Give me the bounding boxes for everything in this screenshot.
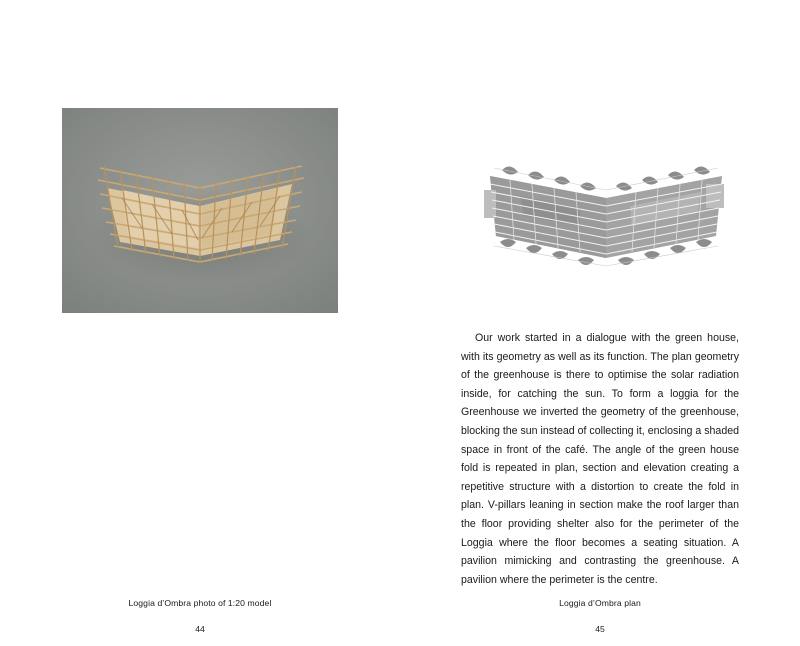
left-page-number: 44 <box>195 624 205 634</box>
model-photo <box>62 108 338 313</box>
right-caption: Loggia d’Ombra plan <box>559 598 641 608</box>
right-page <box>400 0 800 646</box>
right-page-number: 45 <box>595 624 605 634</box>
plan-drawing-image <box>480 156 732 272</box>
model-photo-image <box>62 108 338 313</box>
body-text: Our work started in a dialogue with the green house, with its geometry as well as its function. The plan geometry of the greenhouse is there to optimise the solar radiation inside, for catching the sun. To form a loggia for the Greenhouse we inverted the geometry of the greenhouse, blocking the sun instead of collecting it, enclosing a shaded space in front of the café. The angle of the green house fold is repeated in plan, section and elevation creating a repetitive structure with a distortion to create the fold in plan. V-pillars leaning in section make the roof larger than the floor providing shelter also for the perimeter of the Loggia where the floor becomes a seating situation. A pavilion mimicking and contrasting the greenhouse. A pavilion where the perimeter is the centre. <box>461 332 739 586</box>
plan-drawing <box>480 156 732 272</box>
left-caption: Loggia d’Ombra photo of 1:20 model <box>128 598 272 608</box>
